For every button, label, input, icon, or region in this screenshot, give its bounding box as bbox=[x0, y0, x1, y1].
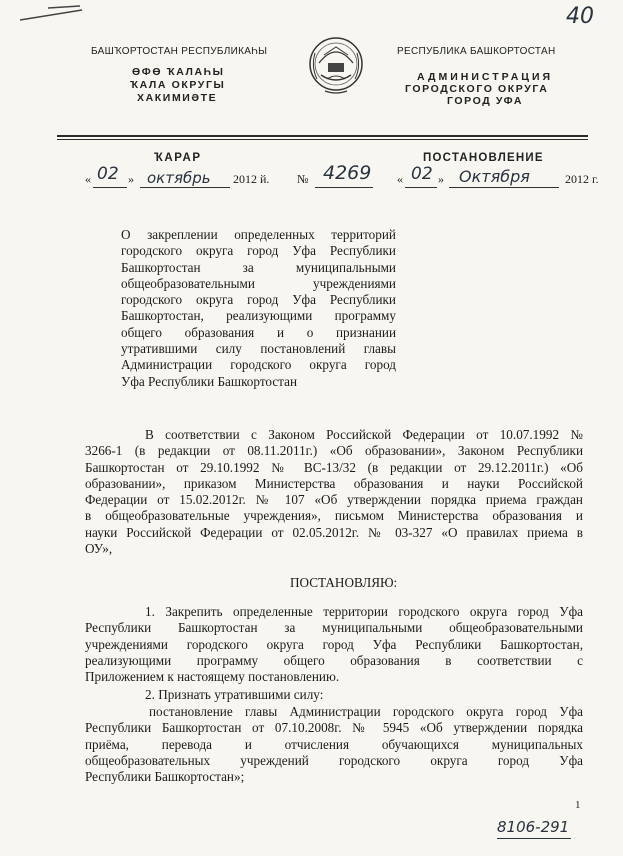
header-left-republic: БАШҠОРТОСТАН РЕСПУБЛИКАҺЫ bbox=[91, 46, 268, 57]
subject-line: общеобразовательными учреждениями bbox=[121, 275, 396, 291]
item-1 bbox=[85, 604, 583, 685]
item-1-line: Приложением к настоящему постановлению. bbox=[85, 669, 340, 685]
right-date-year: 2012 г. bbox=[565, 172, 599, 186]
coat-of-arms-emblem bbox=[307, 33, 365, 99]
item-1-line: Республики Башкортостан за муниципальными общеобразовательными bbox=[85, 620, 583, 636]
left-date-day: 02 bbox=[97, 164, 119, 184]
header-left-city: ӨФӨ ҠАЛАҺЫ bbox=[132, 66, 225, 78]
preamble-line: Башкортостан от 29.10.1992 № ВС-13/32 (в редакции от 29.12.2011г.) «Об bbox=[85, 459, 583, 475]
header-right-city: ГОРОД УФА bbox=[447, 95, 524, 107]
subject-line: городского округа город Уфа Республики bbox=[121, 243, 396, 259]
header-right-district: ГОРОДСКОГО ОКРУГА bbox=[405, 83, 549, 95]
item-2-line: общеобразовательных учреждений городского округа город Уфа bbox=[85, 752, 583, 768]
handwritten-bottom-note: 8106-291 bbox=[497, 818, 570, 836]
right-date-month: Октября bbox=[459, 167, 530, 186]
item-2-line: приёма, перевода и отчисления обучающихся муниципальных bbox=[85, 736, 583, 752]
left-date-year: 2012 й. bbox=[233, 172, 270, 186]
header-left-district: ҠАЛА ОКРУГЫ bbox=[130, 79, 226, 91]
page-number: 1 bbox=[575, 799, 581, 811]
preamble-line: в общеобразовательные учреждения», письмом Министерства образования и bbox=[85, 508, 583, 524]
subject-line: утратившими силу постановлений главы bbox=[121, 341, 396, 357]
left-date-open-quote: « bbox=[85, 172, 91, 186]
subject-line: Башкортостан, реализующими программу bbox=[121, 308, 396, 324]
subject-line: Уфа Республики Башкортостан bbox=[121, 373, 298, 389]
decree-title-bashkir: ҠАРАР bbox=[154, 152, 202, 164]
decree-subject bbox=[121, 227, 396, 390]
left-date-close-quote: » bbox=[128, 172, 134, 186]
left-date-month: октябрь bbox=[147, 169, 211, 187]
right-date-close-quote: » bbox=[438, 172, 444, 186]
preamble-line: науки Российской Федерации от 02.05.2012г. № 03-327 «О правилах приема в bbox=[85, 524, 583, 540]
subject-line: городского округа город Уфа Республики bbox=[121, 292, 396, 308]
item-2 bbox=[85, 704, 583, 785]
subject-line: Администрации городского округа город bbox=[121, 357, 396, 373]
item-1-line: учреждениями городского округа город Уфа Республики Башкортостан, bbox=[85, 636, 583, 652]
header-right-republic: РЕСПУБЛИКА БАШКОРТОСТАН bbox=[397, 46, 556, 57]
item-2-heading: 2. Признать утратившими силу: bbox=[145, 687, 324, 702]
item-2-line: Республики Башкортостан от 07.10.2008г. № 5945 «Об утверждении порядка bbox=[85, 720, 583, 736]
left-date bbox=[85, 165, 275, 189]
header-divider-thick bbox=[57, 135, 588, 137]
preamble-line: В соответствии с Законом Российской Федерации от 10.07.1992 № bbox=[145, 427, 583, 442]
header-right-administration: АДМИНИСТРАЦИЯ bbox=[417, 71, 554, 83]
preamble-line: Федерации от 15.02.2012г. № 107 «Об утверждении порядка приема граждан bbox=[85, 492, 583, 508]
preamble-line: ОУ», bbox=[85, 541, 113, 557]
preamble-line: образовании», приказом Министерства образования и науки Российской bbox=[85, 475, 583, 491]
header-left-administration: ХАКИМИӘТЕ bbox=[137, 92, 218, 104]
header-divider-thin bbox=[57, 139, 588, 140]
subject-line: общего образования и о признании bbox=[121, 324, 396, 340]
item-1-line: реализующими программу общего образования в соответствии с bbox=[85, 652, 583, 668]
handwritten-page-mark: 40 bbox=[566, 4, 594, 29]
number-value: 4269 bbox=[323, 162, 372, 184]
preamble-line: 3266-1 (в редакции от 08.11.2011г.) «Об образовании», Законом Республики bbox=[85, 443, 583, 459]
preamble bbox=[85, 427, 583, 557]
right-date bbox=[397, 165, 607, 189]
resolve-word: ПОСТАНОВЛЯЮ: bbox=[290, 575, 398, 590]
decree-title-russian: ПОСТАНОВЛЕНИЕ bbox=[423, 152, 544, 164]
item-2-line: постановление главы Администрации городского округа город Уфа bbox=[149, 704, 583, 719]
right-date-open-quote: « bbox=[397, 172, 403, 186]
pen-scribble bbox=[18, 4, 88, 26]
item-1-line: 1. Закрепить определенные территории городского округа город Уфа bbox=[145, 604, 583, 619]
decree-number bbox=[297, 163, 387, 189]
subject-line: О закреплении определенных территорий bbox=[121, 227, 396, 242]
item-2-line: Республики Башкортостан»; bbox=[85, 769, 245, 785]
subject-line: Башкортостан за муниципальными bbox=[121, 259, 396, 275]
right-date-day: 02 bbox=[411, 164, 433, 184]
number-sign: № bbox=[297, 172, 309, 186]
